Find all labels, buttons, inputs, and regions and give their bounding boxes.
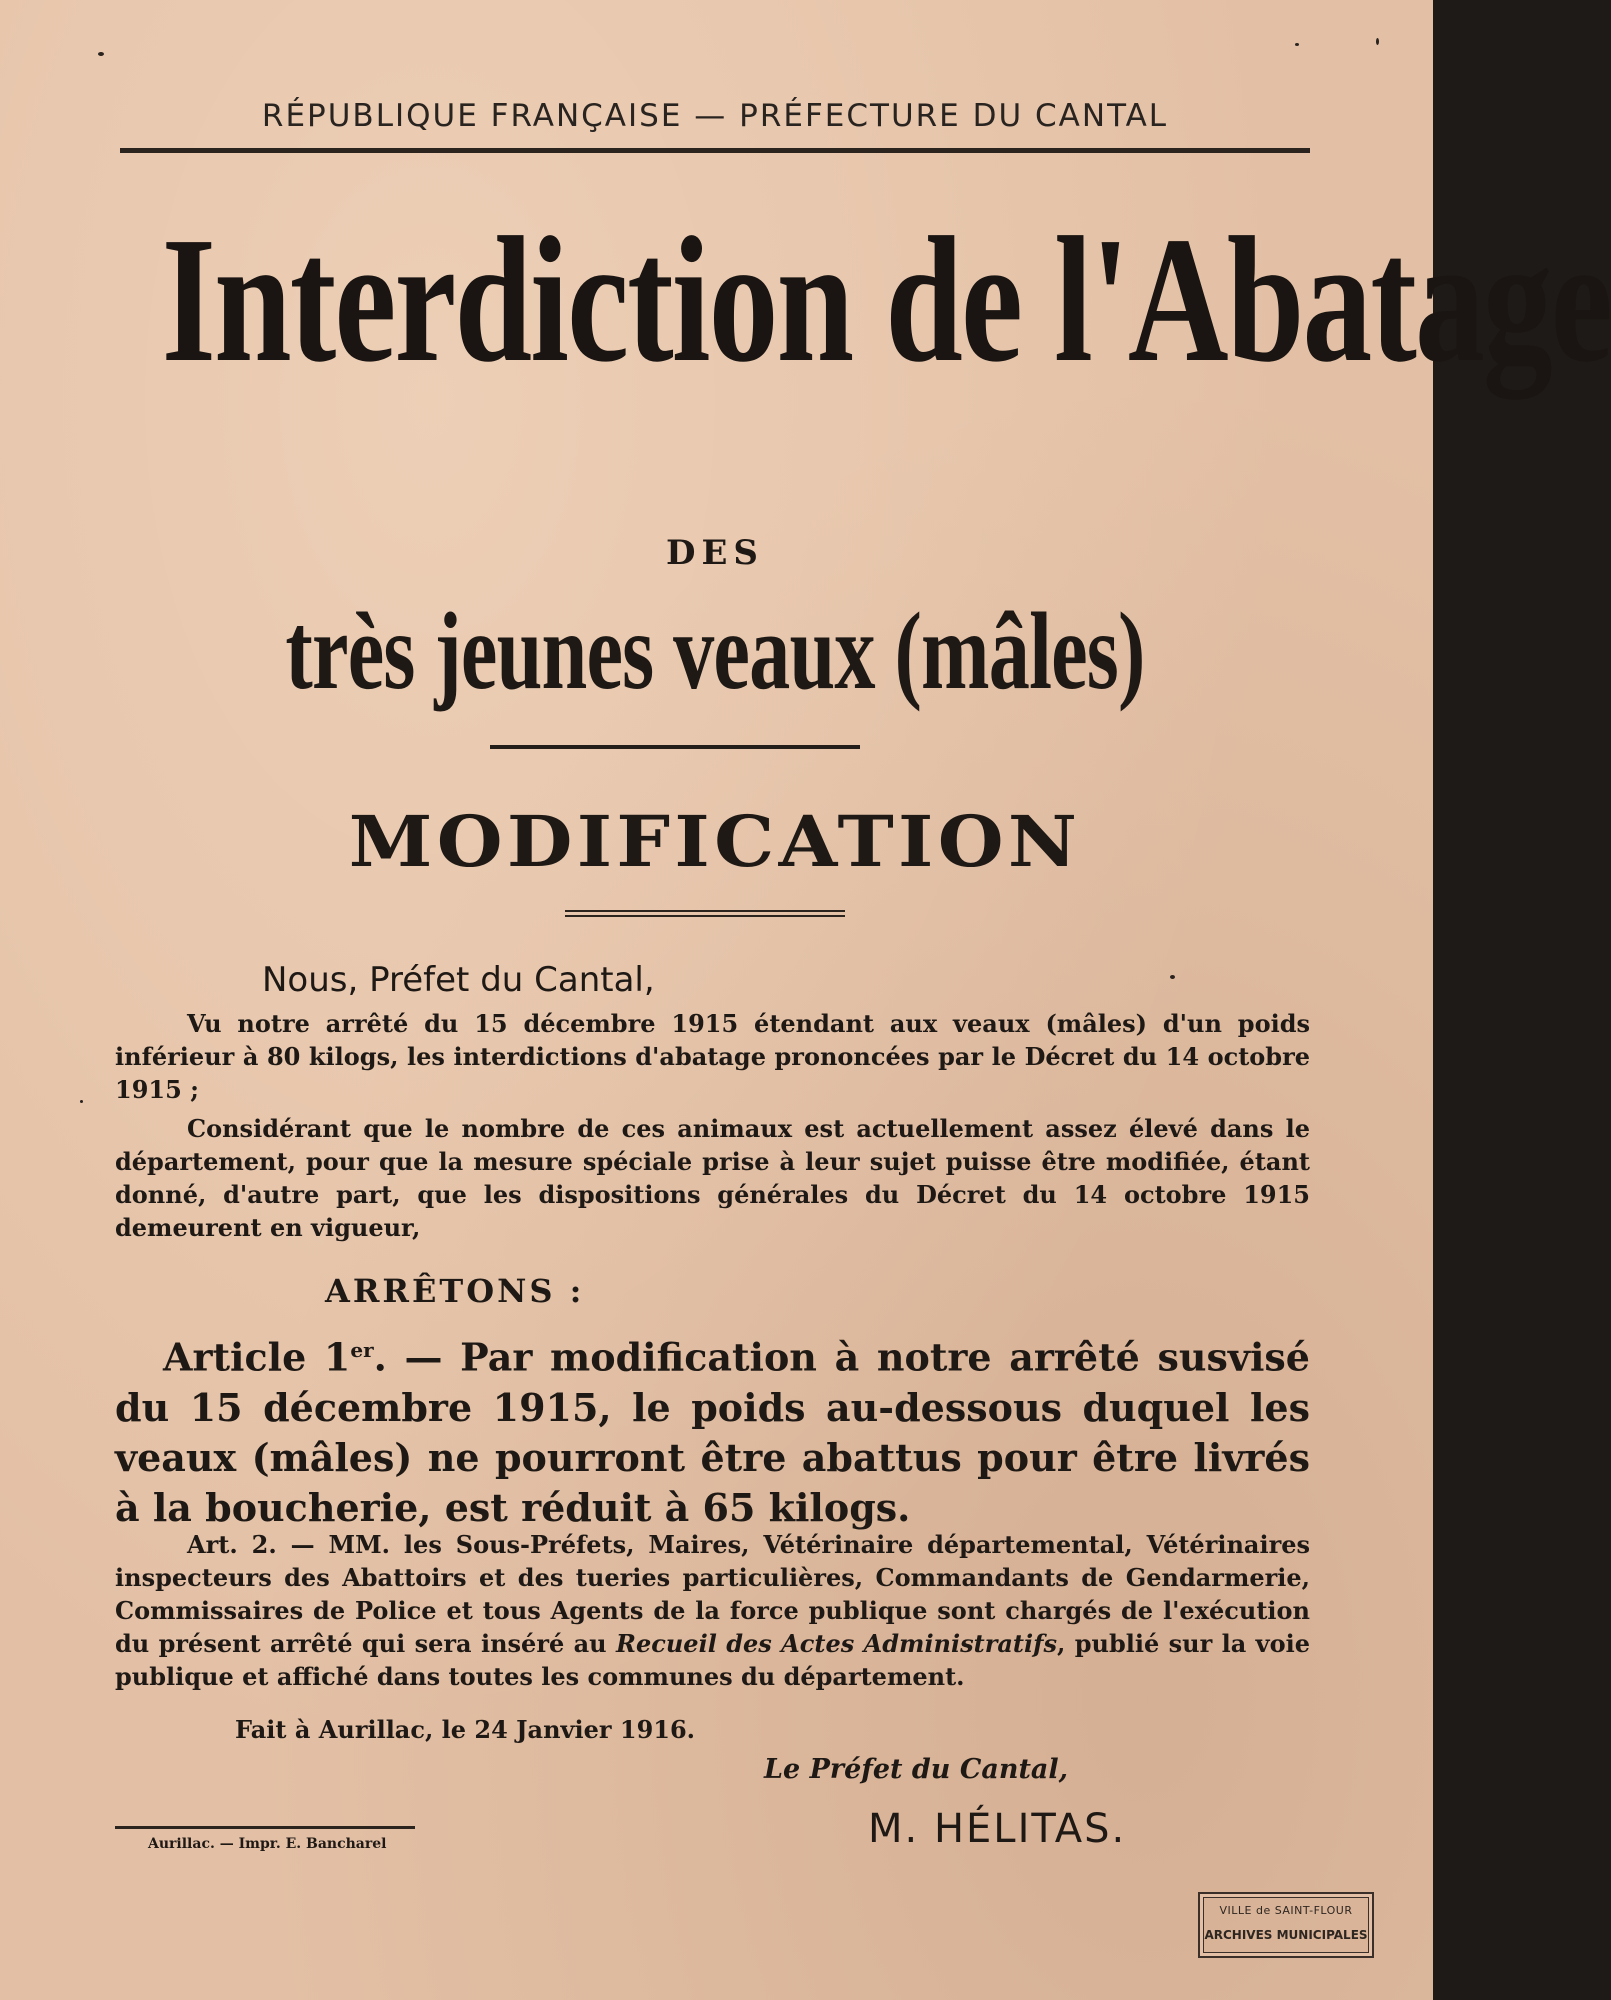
arretons-heading: ARRÊTONS : <box>325 1272 585 1310</box>
article-1 <box>115 1325 1310 1533</box>
subtitle-rule <box>490 745 860 749</box>
article-1-label: Article 1 <box>163 1334 351 1380</box>
date-line: Fait à Aurillac, le 24 Janvier 1916. <box>235 1715 696 1744</box>
title-connector: DES <box>666 533 764 573</box>
article-2-text-end: , publié sur la voie publique et affiché dans toutes les communes du département. <box>115 1629 1311 1691</box>
poster-title: Interdiction de l'Abatage <box>161 200 1611 400</box>
article-1-sup: er <box>350 1338 374 1362</box>
preamble-heading: Nous, Préfet du Cantal, <box>262 960 655 1000</box>
article-2 <box>115 1528 1310 1693</box>
paragraph-considerant: Considérant que le nombre de ces animaux est actuellement assez élevé dans le département, pour que la mesure spéciale prise à leur sujet puisse être modifiée, étant donné, d'autre part, que les dispositions générales du Décret du 14 octobre 1915 demeurent en vigueur, <box>115 1114 1310 1242</box>
signature-title: Le Préfet du Cantal, <box>764 1754 1069 1785</box>
paper-speck <box>1170 975 1175 979</box>
article-1-text: . — Par modification à notre arrêté susvisé du 15 décembre 1915, le poids au-dessous duquel les veaux (mâles) ne pourront être abattus pour être livrés à la boucherie, est réduit à 65 kilogs. <box>115 1334 1310 1530</box>
signature-name: M. HÉLITAS. <box>868 1806 1127 1852</box>
article-2-text: Art. 2. — MM. les Sous-Préfets, Maires, Vétérinaire départemental, Vétérinaires inspecteurs des Abattoirs et des tueries particulières, Commandants de Gendarmerie, Commissaires de Police et tous Agents de la force publique sont chargés de l'exécution du présent arrêté qui sera inséré au <box>115 1530 1310 1658</box>
header-line: RÉPUBLIQUE FRANÇAISE — PRÉFECTURE DU CANTAL <box>261 98 1169 134</box>
paper-speck <box>1376 38 1379 45</box>
modification-heading: MODIFICATION <box>348 800 1082 883</box>
paragraph-vu: Vu notre arrêté du 15 décembre 1915 étendant aux veaux (mâles) d'un poids inférieur à 80 kilogs, les interdictions d'abatage prononcées par le Décret du 14 octobre 1915 ; <box>115 1009 1310 1104</box>
article-2-recueil: Recueil des Actes Administratifs <box>616 1629 1057 1658</box>
paper-speck <box>80 1100 83 1103</box>
modification-rule-top <box>565 910 845 912</box>
paper-speck <box>98 52 104 56</box>
printer-imprint: Aurillac. — Impr. E. Bancharel <box>148 1836 387 1852</box>
modification-rule-bottom <box>565 915 845 917</box>
printer-rule <box>115 1826 415 1829</box>
stamp-line-1: VILLE de SAINT-FLOUR <box>1219 1904 1353 1917</box>
header-rule <box>120 148 1310 153</box>
paper-speck <box>1295 43 1299 46</box>
stamp-line-2: ARCHIVES MUNICIPALES <box>1204 1928 1368 1942</box>
poster-subtitle: très jeunes veaux (mâles) <box>285 591 1145 713</box>
archive-stamp <box>1198 1892 1374 1958</box>
